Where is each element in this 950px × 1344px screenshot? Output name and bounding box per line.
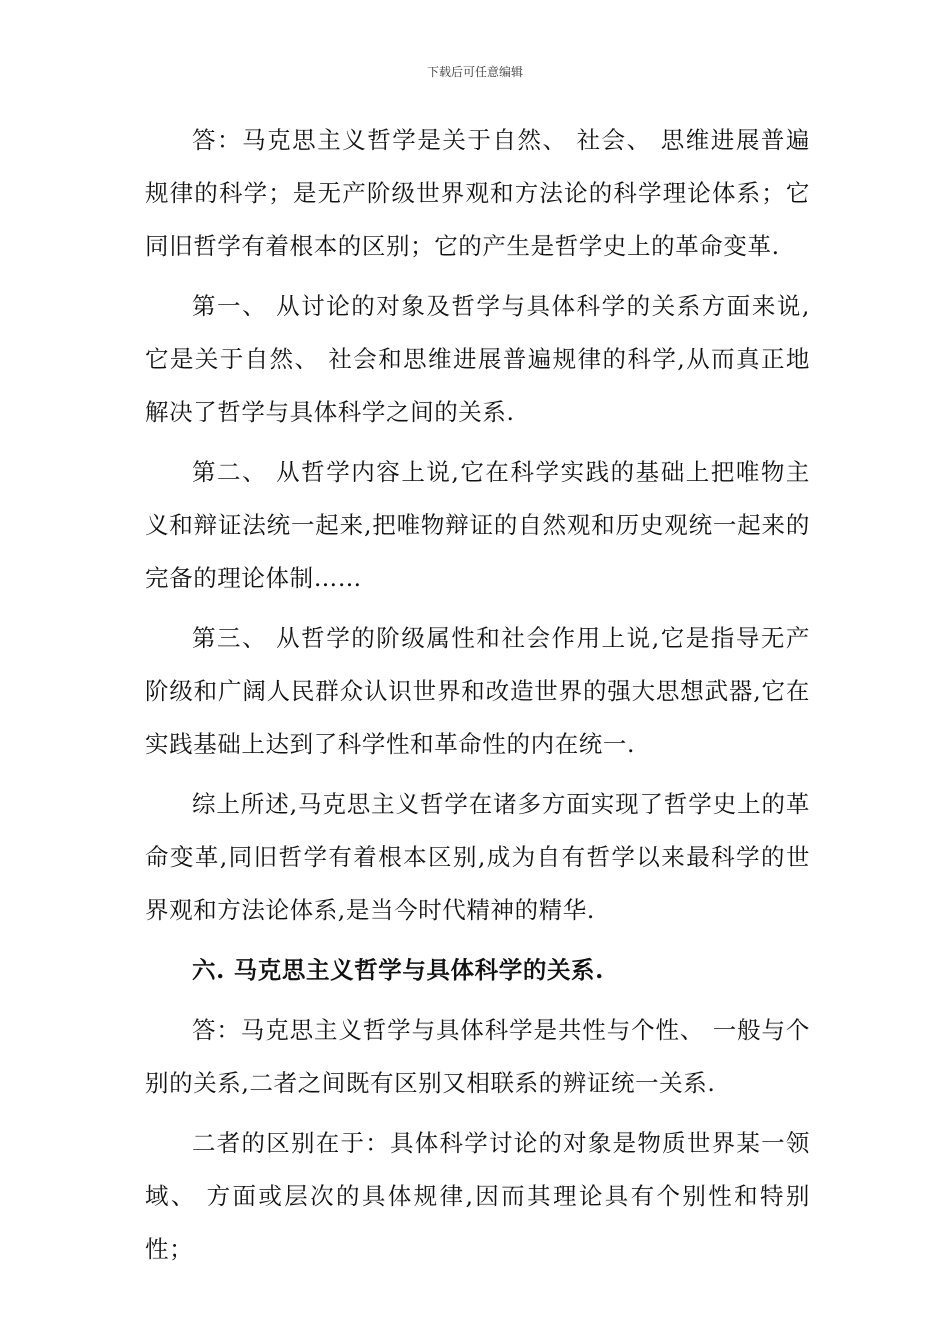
- paragraph-answer-relation: 答：马克思主义哲学与具体科学是共性与个性、 一般与个别的关系,二者之间既有区别又相联系的辨证统一关系.: [145, 1016, 810, 1097]
- paragraph-point-three: 第三、 从哲学的阶级属性和社会作用上说,它是指导无产阶级和广阔人民群众认识世界和改造世界的强大思想武器,它在实践基础上达到了科学性和革命性的内在统一.: [145, 624, 810, 758]
- paragraph-answer-intro: 答：马克思主义哲学是关于自然、 社会、 思维进展普遍规律的科学；是无产阶级世界观和方法论的科学理论体系；它同旧哲学有着根本的区别；它的产生是哲学史上的革命变革.: [145, 126, 810, 260]
- paragraph-point-one: 第一、 从讨论的对象及哲学与具体科学的关系方面来说,它是关于自然、 社会和思维进展普遍规律的科学,从而真正地解决了哲学与具体科学之间的关系.: [145, 292, 810, 426]
- page-header: 下载后可任意编辑: [426, 65, 523, 79]
- section-heading: 六. 马克思主义哲学与具体科学的关系.: [192, 956, 604, 984]
- paragraph-summary: 综上所述,马克思主义哲学在诸多方面实现了哲学史上的革命变革,同旧哲学有着根本区别,成为自有哲学以来最科学的世界观和方法论体系,是当今时代精神的精华.: [145, 790, 810, 924]
- paragraph-point-two: 第二、 从哲学内容上说,它在科学实践的基础上把唯物主义和辩证法统一起来,把唯物辩证的自然观和历史观统一起来的完备的理论体制……: [145, 458, 810, 592]
- document-body: [145, 114, 810, 1283]
- paragraph-difference: 二者的区别在于：具体科学讨论的对象是物质世界某一领域、 方面或层次的具体规律,因而其理论具有个别性和特别性；: [145, 1129, 810, 1263]
